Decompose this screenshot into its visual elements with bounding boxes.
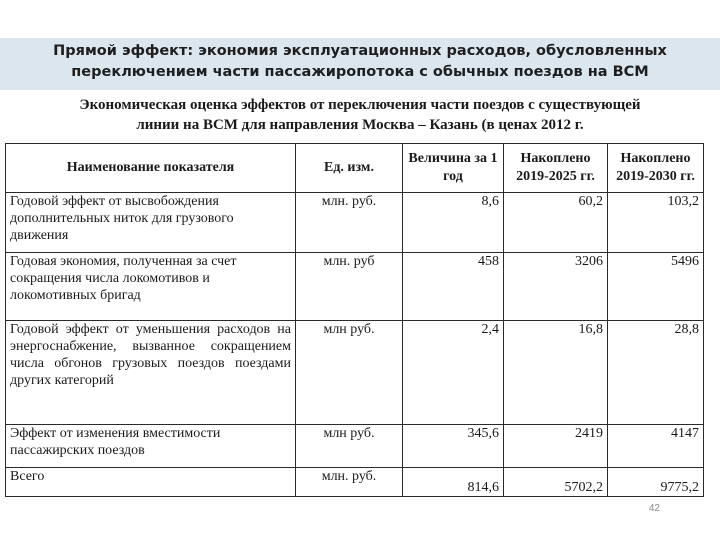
row-indicator-name: Годовая экономия, полученная за счет сокращения числа локомотивов и локомотивных бригад	[6, 253, 296, 321]
row-accumulated-2030: 28,8	[608, 321, 704, 425]
row-accumulated-2030: 4147	[608, 425, 704, 468]
row-indicator-name: Годовой эффект от высвобождения дополнительных ниток для грузового движения	[6, 193, 296, 253]
row-accumulated-2030: 103,2	[608, 193, 704, 253]
row-unit: млн руб.	[296, 425, 403, 468]
header-accumulated-2025: Накоплено 2019-2025 гг.	[504, 144, 608, 193]
total-accumulated-2025: 5702,2	[504, 468, 608, 497]
row-accumulated-2025: 2419	[504, 425, 608, 468]
row-indicator-name: Эффект от изменения вместимости пассажирских поездов	[6, 425, 296, 468]
row-per-year: 345,6	[403, 425, 504, 468]
table-caption	[0, 95, 720, 135]
total-label: Всего	[6, 468, 296, 497]
table-row	[6, 425, 704, 468]
row-unit: млн. руб.	[296, 193, 403, 253]
row-per-year: 2,4	[403, 321, 504, 425]
row-unit: млн руб.	[296, 321, 403, 425]
row-accumulated-2025: 3206	[504, 253, 608, 321]
slide-title-line: переключением части пассажиропотока с обычных поездов на ВСМ	[71, 64, 649, 80]
row-indicator-name: Годовой эффект от уменьшения расходов на энергоснабжение, вызванное сокращением числа обгонов грузовых поездов поездами других категорий	[6, 321, 296, 425]
row-accumulated-2030: 5496	[608, 253, 704, 321]
row-accumulated-2025: 60,2	[504, 193, 608, 253]
table-caption-line: Экономическая оценка эффектов от переключения части поездов с существующей	[79, 97, 641, 113]
header-accumulated-2030: Накоплено 2019-2030 гг.	[608, 144, 704, 193]
economic-effects-table	[5, 143, 704, 497]
header-indicator-name: Наименование показателя	[6, 144, 296, 193]
total-unit: млн. руб.	[296, 468, 403, 497]
header-per-year: Величина за 1 год	[403, 144, 504, 193]
row-per-year: 458	[403, 253, 504, 321]
table-row	[6, 193, 704, 253]
row-per-year: 8,6	[403, 193, 504, 253]
table-row	[6, 321, 704, 425]
table-row	[6, 253, 704, 321]
slide-title-line: Прямой эффект: экономия эксплуатационных расходов, обусловленных	[53, 43, 667, 59]
slide-title	[0, 41, 720, 83]
table-caption-line: линии на ВСМ для направления Москва – Казань (в ценах 2012 г.	[136, 117, 584, 133]
page-number: 42	[648, 503, 660, 514]
table-total-row	[6, 468, 704, 497]
row-accumulated-2025: 16,8	[504, 321, 608, 425]
row-unit: млн. руб	[296, 253, 403, 321]
table-header-row	[6, 144, 704, 193]
header-unit: Ед. изм.	[296, 144, 403, 193]
total-per-year: 814,6	[403, 468, 504, 497]
total-accumulated-2030: 9775,2	[608, 468, 704, 497]
